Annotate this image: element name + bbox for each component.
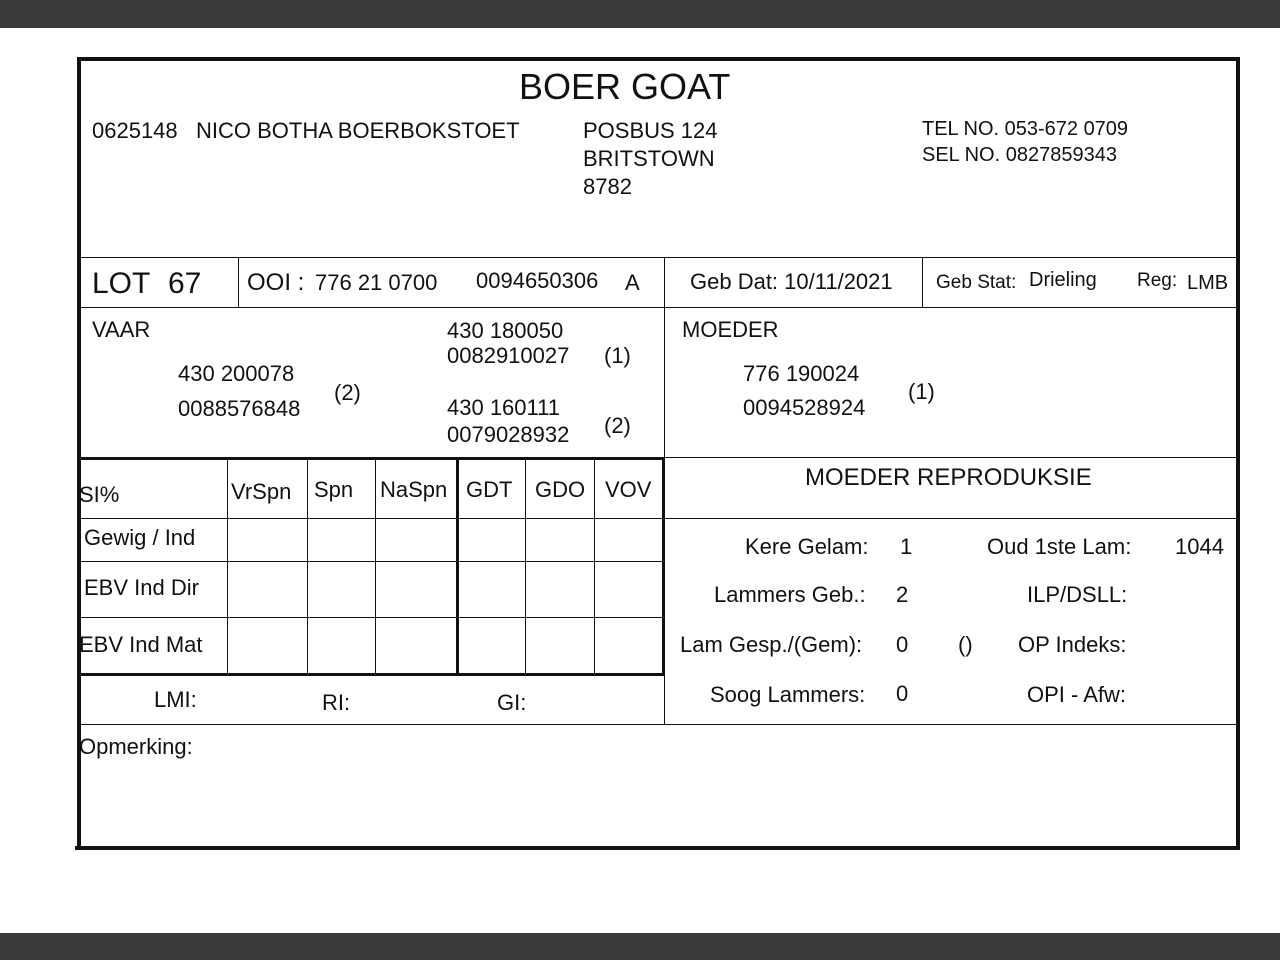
ri-label: RI:: [322, 690, 351, 715]
line-repro-header: [664, 518, 1238, 519]
perf-row-label: Gewig / Ind: [84, 525, 196, 550]
address-line-1: POSBUS 124: [583, 118, 718, 143]
bottom-bar: [0, 933, 1280, 960]
lam-gesp-average: (): [958, 632, 973, 657]
perf-col-header: GDT: [466, 477, 513, 502]
sire-dam-mark: (2): [604, 413, 631, 438]
frame-bottom: [75, 846, 1239, 850]
address-line-2: BRITSTOWN: [583, 146, 715, 171]
line-perf-right: [662, 459, 665, 675]
line-lot-top: [79, 257, 1238, 258]
line-lot-bottom: [79, 307, 1238, 308]
line-perf-top: [79, 457, 665, 460]
frame-right: [1236, 57, 1240, 850]
op-indeks-label: OP Indeks:: [1018, 632, 1127, 657]
sire-mark: (2): [334, 380, 361, 405]
sire-sire-id: 0082910027: [447, 343, 570, 368]
kere-gelam-value: 1: [900, 534, 913, 559]
line-indices-bottom: [79, 724, 1238, 725]
lot-number: 67: [168, 267, 202, 300]
gi-label: GI:: [497, 690, 527, 715]
sire-label: VAAR: [92, 317, 151, 342]
lot-label: LOT: [92, 267, 151, 300]
perf-row-label: EBV Ind Dir: [84, 575, 199, 600]
ooi-id: 0094650306: [476, 268, 599, 293]
dam-mark: (1): [908, 379, 935, 404]
sire-sire-number: 430 180050: [447, 318, 564, 343]
address-line-3: 8782: [583, 174, 632, 199]
cell-number: SEL NO. 0827859343: [922, 144, 1117, 166]
reg-label: Reg:: [1137, 270, 1178, 291]
line-perf-col-4: [456, 459, 459, 675]
line-perf-col-2: [307, 459, 308, 675]
frame-left: [77, 57, 81, 850]
breeder-code: 0625148: [92, 118, 178, 143]
birth-status-label: Geb Stat:: [936, 272, 1017, 293]
card-title: BOER GOAT: [519, 66, 731, 107]
lam-gesp-label: Lam Gesp./(Gem):: [680, 632, 863, 657]
line-perf-col-5: [525, 459, 526, 675]
sire-dam-id: 0079028932: [447, 422, 570, 447]
dam-id: 0094528924: [743, 395, 866, 420]
telephone-number: TEL NO. 053-672 0709: [922, 118, 1129, 140]
sire-number: 430 200078: [178, 361, 295, 386]
dam-label: MOEDER: [682, 317, 779, 342]
lam-gesp-value: 0: [896, 632, 909, 657]
line-perf-row-1: [79, 518, 665, 519]
perf-col-header: VOV: [605, 477, 652, 502]
sire-dam-number: 430 160111: [447, 395, 560, 420]
birth-status-value: Drieling: [1029, 269, 1097, 291]
line-perf-bottom: [79, 673, 665, 676]
ooi-number: 776 21 0700: [315, 270, 438, 295]
sire-sire-mark: (1): [604, 343, 631, 368]
frame-top: [77, 57, 1240, 61]
line-lot-div-3: [922, 258, 923, 307]
dam-number: 776 190024: [743, 361, 860, 386]
perf-row-label: EBV Ind Mat: [79, 632, 203, 657]
perf-col-header: VrSpn: [231, 479, 292, 504]
soog-lammers-label: Soog Lammers:: [710, 682, 866, 707]
opi-afw-label: OPI - Afw:: [1027, 682, 1127, 707]
perf-col-header: Spn: [314, 477, 354, 502]
ilp-dsll-label: ILP/DSLL:: [1027, 582, 1128, 607]
line-perf-col-3: [375, 459, 376, 675]
ooi-label: OOI :: [247, 269, 305, 296]
breeder-name: NICO BOTHA BOERBOKSTOET: [196, 118, 520, 143]
line-repro-left: [664, 675, 665, 725]
perf-col-header: GDO: [535, 477, 586, 502]
sire-id: 0088576848: [178, 396, 301, 421]
line-perf-row-3: [79, 617, 665, 618]
line-lot-div-2: [664, 258, 665, 307]
line-perf-row-2: [79, 561, 665, 562]
reg-value: LMB: [1187, 272, 1229, 294]
birth-date: Geb Dat: 10/11/2021: [690, 269, 893, 294]
top-bar: [0, 0, 1280, 28]
kere-gelam-label: Kere Gelam:: [745, 534, 869, 559]
reproduction-title: MOEDER REPRODUKSIE: [805, 464, 1092, 491]
oud-1ste-lam-value: 1044: [1175, 534, 1224, 559]
perf-corner-label: SI%: [79, 482, 120, 507]
line-lot-div-1: [238, 258, 239, 307]
line-repro-top: [664, 457, 1238, 458]
lammers-geb-label: Lammers Geb.:: [714, 582, 866, 607]
lmi-label: LMI:: [154, 687, 197, 712]
line-perf-col-6: [594, 459, 595, 675]
perf-col-header: NaSpn: [380, 477, 448, 502]
line-pedigree-div: [664, 308, 665, 458]
soog-lammers-value: 0: [896, 681, 909, 706]
ooi-suffix: A: [625, 270, 640, 295]
oud-1ste-lam-label: Oud 1ste Lam:: [987, 534, 1132, 559]
remarks-label: Opmerking:: [79, 734, 193, 759]
line-perf-col-1: [227, 459, 228, 675]
lammers-geb-value: 2: [896, 582, 909, 607]
